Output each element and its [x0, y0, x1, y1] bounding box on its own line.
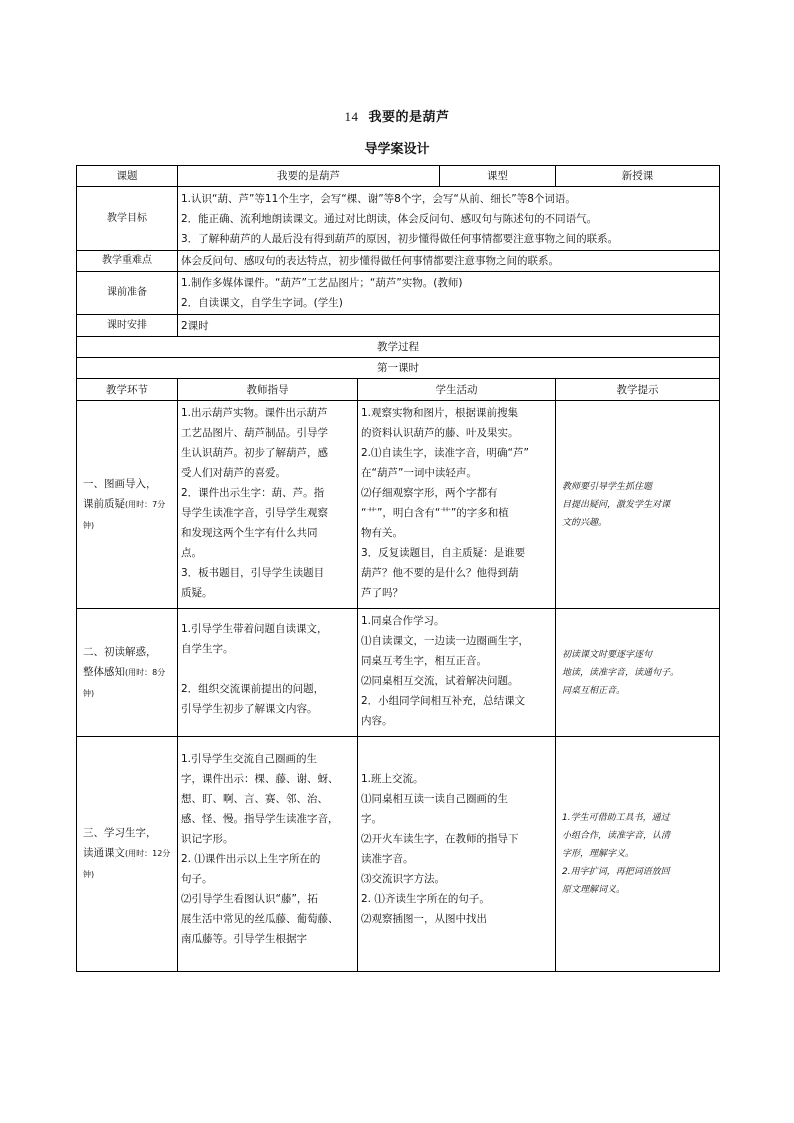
teacher-line: 工艺品图片、葫芦制品。引导学: [181, 427, 328, 439]
student-line: 在“葫芦”一词中读轻声。: [361, 467, 477, 479]
goal-1: 1.认识“葫、芦”等11个生字，会写“棵、谢”等8个字，会写“从前、细长”等8个词语。: [181, 192, 576, 205]
tip-line: 字形，理解字义。: [562, 849, 635, 859]
student-line: 葫芦？他不要的是什么？他得到葫: [361, 567, 519, 579]
table-row: [77, 609, 720, 737]
student-line: 字。: [361, 813, 382, 825]
student-line: 1.观察实物和图片，根据课前搜集: [361, 407, 519, 419]
teacher-line: 1.引导学生交流自己圈画的生: [181, 753, 318, 765]
stage-name: 三、学习生字，: [83, 827, 157, 839]
tip-line: 同桌互相正音。: [562, 685, 626, 696]
stage-name: [83, 843, 174, 885]
student-line: ⑵观察插图一，从图中找出: [361, 913, 487, 925]
student-line: 2. ⑴齐读生字所在的句子。: [361, 893, 490, 905]
stage-cell: [77, 737, 178, 972]
teacher-line: 1.引导学生带着问题自读课文，: [181, 623, 328, 635]
student-line: 芦了吗？: [361, 587, 403, 599]
goal-3: 3．了解种葫芦的人最后没有得到葫芦的原因，初步懂得做任何事情都要注意事物之间的联系。: [181, 232, 619, 245]
teacher-guidance: [178, 737, 358, 972]
teacher-line: [181, 659, 354, 679]
stage-name-part: 读通课文: [83, 847, 125, 859]
prep-label: 课前准备: [77, 272, 178, 315]
teacher-line: 质疑。: [181, 587, 213, 599]
prep-1: 1.制作多媒体课件。“葫芦”工艺品图片；“葫芦”实物。(教师): [181, 277, 463, 289]
stage-cell: [77, 401, 178, 609]
student-line: ⑴自读课文，一边读一边圈画生字，: [361, 635, 529, 647]
stage-name-part: 整体感知: [83, 665, 125, 678]
student-line: 的资料认识葫芦的藤、叶及果实。: [361, 427, 519, 439]
prep-content: [178, 272, 720, 315]
tip-line: 2.用字扩词，再把词语放回: [562, 867, 670, 877]
teacher-line: 2. ⑴课件出示以上生字所在的: [181, 853, 321, 865]
row-column-headers: [77, 379, 720, 401]
key-label: 教学重难点: [77, 251, 178, 272]
student-line: 同桌互考生字，相互正音。: [361, 655, 487, 667]
row-preparation: [77, 272, 720, 315]
stage-name: 二、初读解惑，: [83, 645, 157, 658]
col-header-student: 学生活动: [358, 379, 556, 401]
teacher-line: 识记字形。: [181, 833, 234, 845]
stage-time: (用时：12分钟): [83, 849, 171, 879]
student-line: “艹”，明白含有“艹”的字多和植: [361, 507, 509, 519]
col-header-tip: 教学提示: [556, 379, 720, 401]
stage-cell: [77, 609, 178, 737]
teacher-line: 引导学生初步了解课文内容。: [181, 703, 318, 715]
prep-2: 2．自读课文，自学生字词。(学生): [181, 297, 343, 309]
lesson-number: 14: [344, 109, 359, 124]
table-row: [77, 737, 720, 972]
student-line: 2．小组同学间相互补充，总结课文: [361, 695, 526, 707]
student-line: 2.⑴自读生字，读准字音，明确“芦”: [361, 447, 529, 459]
student-line: 3．反复读题目，自主质疑：是谁要: [361, 547, 526, 559]
teacher-line: 展生活中常见的丝瓜藤、葡萄藤、: [181, 913, 339, 925]
stage-name: [83, 662, 174, 704]
teacher-line: 导学生读准字音，引导学生观察: [181, 507, 328, 519]
student-line: ⑵仔细观察字形，两个字都有: [361, 487, 498, 499]
teacher-line: 和发现这两个生字有什么共同: [181, 527, 318, 539]
tip-line: 1.学生可借助工具书，通过: [562, 813, 670, 823]
col-header-stage: 教学环节: [77, 379, 178, 401]
table-row: [77, 401, 720, 609]
student-activity: [358, 737, 556, 972]
goals-label: 教学目标: [77, 187, 178, 251]
teaching-tip: [556, 401, 720, 609]
teacher-line: 自学生字。: [181, 643, 234, 655]
teacher-line: 南瓜藤等。引导学生根据字: [181, 933, 307, 945]
tip-line: 小组合作，读准字音，认清: [562, 831, 671, 841]
stage-time: (用时：8分钟): [83, 667, 166, 698]
teacher-line: 字，课件出示：棵、藤、谢、蚜、: [181, 773, 339, 785]
row-process-title: [77, 337, 720, 358]
stage-time: (用时：7分钟): [83, 499, 166, 530]
tip-line: 文的兴趣。: [562, 517, 608, 528]
period-title: 第一课时: [77, 358, 720, 379]
student-line: 内容。: [361, 715, 393, 727]
student-line: 物有关。: [361, 527, 403, 539]
teacher-line: 受人们对葫芦的喜爱。: [181, 467, 286, 479]
tip-line: 目提出疑问，激发学生对课: [562, 499, 671, 510]
row-period: [77, 358, 720, 379]
student-line: 1.班上交流。: [361, 773, 424, 785]
key-value: 体会反问句、感叹句的表达特点，初步懂得做任何事情都要注意事物之间的联系。: [178, 251, 720, 272]
teacher-line: 2．课件出示生字：葫、芦。指: [181, 487, 325, 499]
student-line: 1.同桌合作学习。: [361, 615, 445, 627]
document-subtitle: 导学案设计: [364, 142, 430, 157]
row-topic: [77, 166, 720, 187]
topic-label: 课题: [77, 166, 178, 187]
hours-label: 课时安排: [77, 315, 178, 337]
row-key-points: [77, 251, 720, 272]
topic-value: 我要的是葫芦: [178, 166, 440, 187]
teacher-line: 感、怪、慢。指导学生读准字音，: [181, 813, 339, 825]
hours-value: 2课时: [178, 315, 720, 337]
student-line: ⑵开火车读生字，在教师的指导下: [361, 833, 519, 845]
teacher-line: 生认识葫芦。初步了解葫芦，感: [181, 447, 328, 459]
tip-line: 教师要引导学生抓住题: [562, 481, 653, 492]
teacher-line: 1.出示葫芦实物。课件出示葫芦: [181, 407, 328, 419]
student-line: ⑶交流识字方法。: [361, 873, 445, 885]
teacher-line: 点。: [181, 547, 202, 559]
lesson-plan-table: [76, 165, 720, 972]
stage-name: 一、图画导入，: [83, 477, 157, 490]
tip-line: 地读，读准字音，读通句子。: [562, 667, 680, 678]
teaching-tip: [556, 737, 720, 972]
tip-line: 原文理解词义。: [562, 885, 626, 895]
col-header-teacher: 教师指导: [178, 379, 358, 401]
teaching-tip: [556, 609, 720, 737]
tip-line: 初读课文时要逐字逐句: [562, 649, 653, 660]
teacher-line: 2．组织交流课前提出的问题，: [181, 683, 325, 695]
teacher-line: 想、盯、啊、言、赛、邻、治、: [181, 793, 328, 805]
type-value: 新授课: [556, 166, 720, 187]
student-line: 读准字音。: [361, 853, 414, 865]
student-activity: [358, 401, 556, 609]
lesson-title-text: 我要的是葫芦: [368, 110, 450, 125]
teacher-line: ⑵引导学生看图认识“藤”，拓: [181, 893, 318, 905]
stage-name-part: 课前质疑: [83, 497, 125, 510]
process-title: 教学过程: [77, 337, 720, 358]
goals-content: [178, 187, 720, 251]
student-line: ⑴同桌相互读一读自己圈画的生: [361, 793, 508, 805]
teacher-guidance: [178, 609, 358, 737]
goal-2: 2．能正确、流利地朗读课文。通过对比朗读，体会反问句、感叹句与陈述句的不同语气。: [181, 212, 598, 225]
type-label: 课型: [440, 166, 556, 187]
lesson-title: [0, 106, 794, 125]
row-hours: [77, 315, 720, 337]
teacher-guidance: [178, 401, 358, 609]
student-line: ⑵同桌相互交流，试着解决问题。: [361, 675, 519, 687]
student-activity: [358, 609, 556, 737]
row-goals: [77, 187, 720, 251]
stage-name: [83, 494, 174, 536]
teacher-line: 句子。: [181, 873, 213, 885]
teacher-line: 3．板书题目，引导学生读题目: [181, 567, 325, 579]
